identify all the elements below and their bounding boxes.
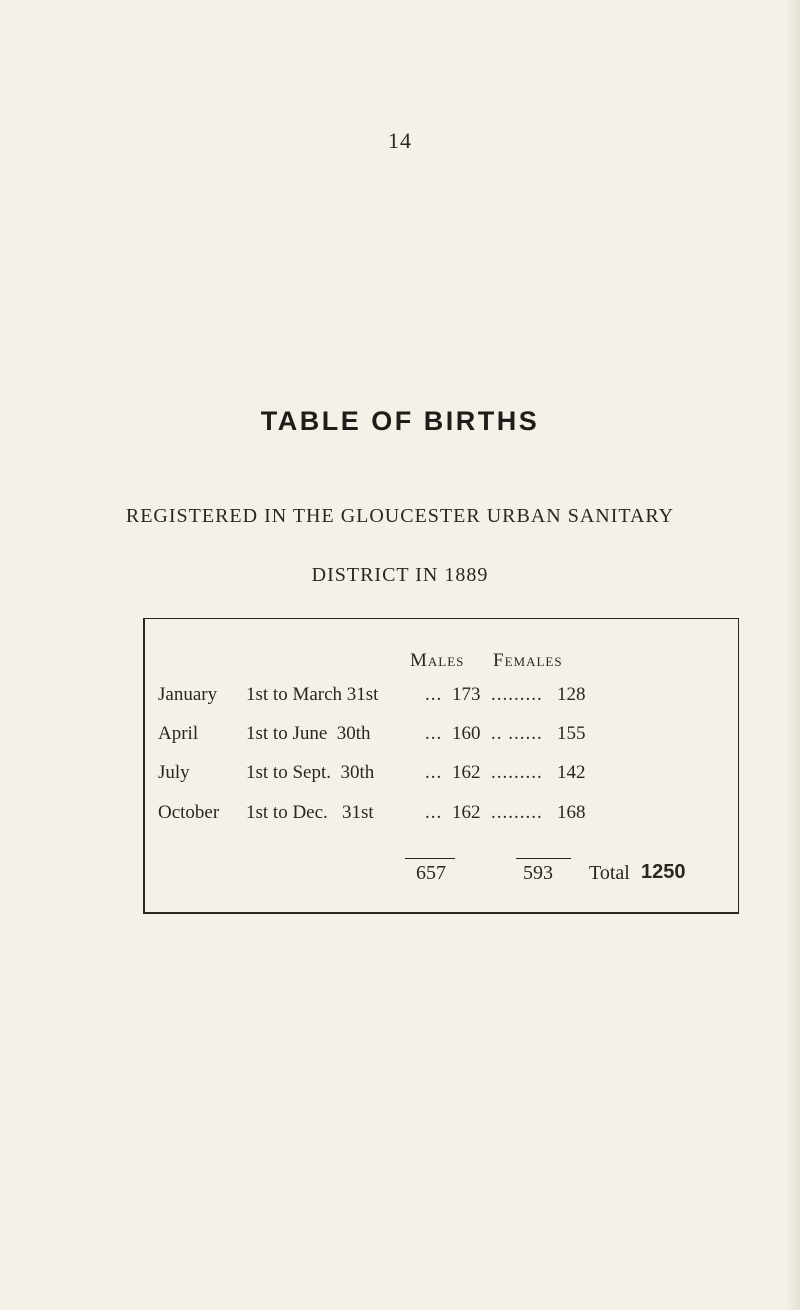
row-females-count: 168 xyxy=(557,802,586,823)
row-females-count: 155 xyxy=(557,723,586,744)
row-leader: ... xyxy=(425,762,443,783)
row-date-range: 1st to June 30th xyxy=(246,723,371,744)
row-month: January xyxy=(158,684,218,705)
row-leader: ... xyxy=(425,802,443,823)
total-males: 657 xyxy=(416,862,446,884)
total-females: 593 xyxy=(523,862,553,884)
header-females: Females xyxy=(493,650,563,671)
row-date-range: 1st to Dec. 31st xyxy=(246,802,374,823)
row-date-range: 1st to Sept. 30th xyxy=(246,762,375,783)
row-dot-leader: ......... xyxy=(491,762,543,783)
grand-total-value: 1250 xyxy=(641,861,686,883)
row-dot-leader: ......... xyxy=(491,802,543,823)
row-month: October xyxy=(158,802,220,823)
row-dot-leader: .. ...... xyxy=(491,723,543,744)
row-females-count: 142 xyxy=(557,762,586,783)
row-males-count: 162 xyxy=(452,762,481,783)
page-edge-shadow xyxy=(786,0,800,1310)
page-number: 14 xyxy=(388,128,412,153)
grand-total-label: Total xyxy=(589,862,630,884)
row-month: July xyxy=(158,762,190,783)
subtitle-line-1: REGISTERED IN THE GLOUCESTER URBAN SANITARY xyxy=(125,505,675,527)
row-leader: ... xyxy=(425,684,443,705)
subtitle-line-2: DISTRICT IN 1889 xyxy=(311,564,489,586)
row-females-count: 128 xyxy=(557,684,586,705)
row-males-count: 173 xyxy=(452,684,481,705)
row-leader: ... xyxy=(425,723,443,744)
row-dot-leader: ......... xyxy=(491,684,543,705)
page-title: TABLE OF BIRTHS xyxy=(260,406,540,436)
header-males: Males xyxy=(410,650,465,671)
row-date-range: 1st to March 31st xyxy=(246,684,379,705)
sum-rule-females xyxy=(516,858,571,859)
row-month: April xyxy=(158,723,199,744)
row-males-count: 160 xyxy=(452,723,481,744)
sum-rule-males xyxy=(405,858,455,859)
row-males-count: 162 xyxy=(452,802,481,823)
